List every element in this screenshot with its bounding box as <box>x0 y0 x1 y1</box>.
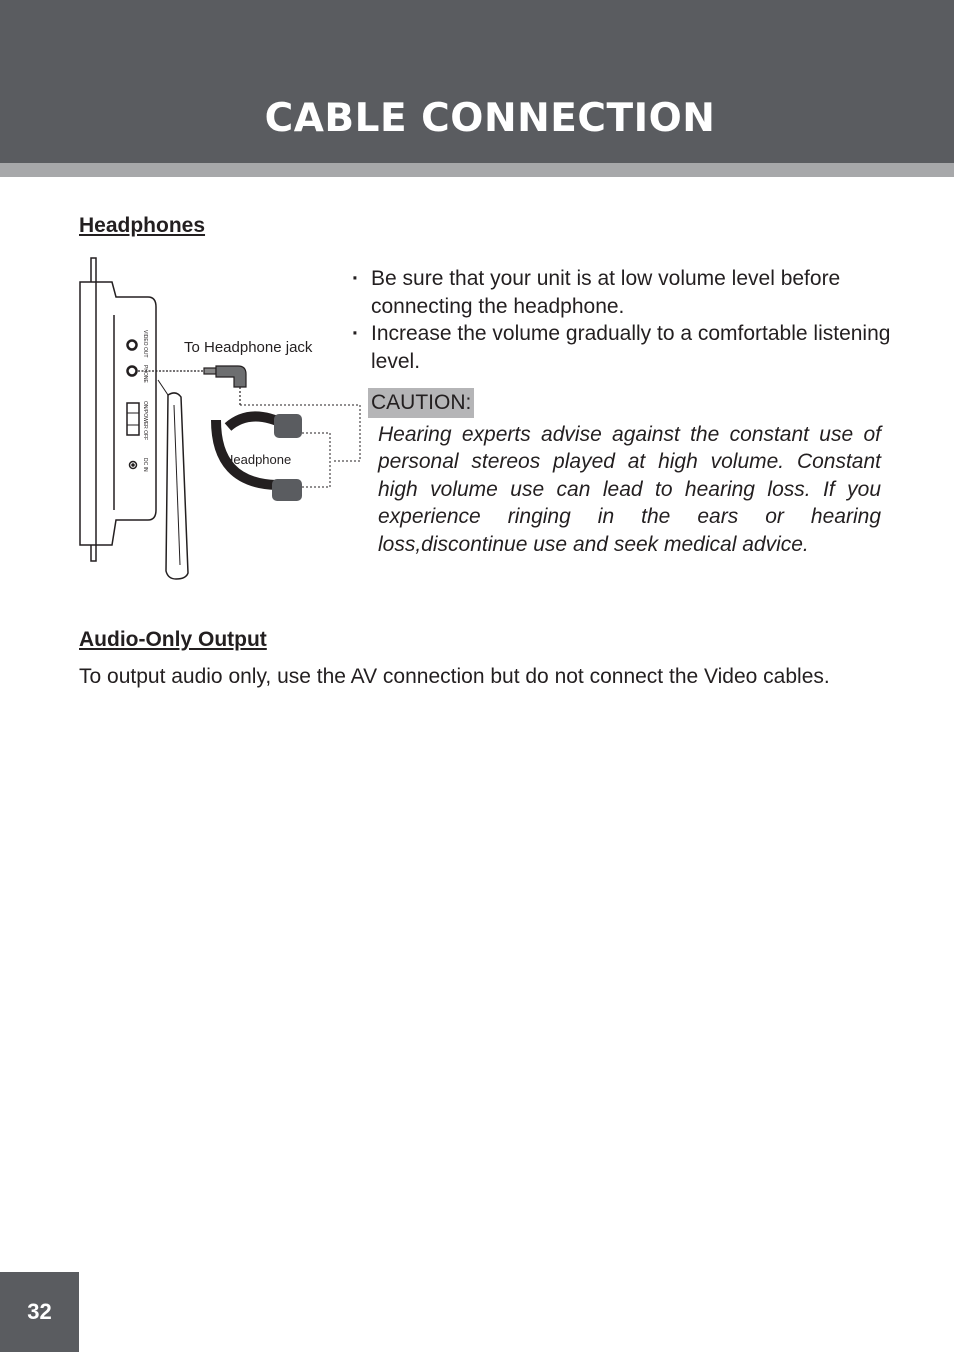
jack-label: To Headphone jack <box>184 339 313 356</box>
list-item: · Increase the volume gradually to a comfortable listening level. <box>352 320 892 375</box>
headphones-heading: Headphones <box>79 214 206 237</box>
audio-only-heading: Audio-Only Output <box>79 628 267 651</box>
headphone-connection-diagram <box>76 255 366 585</box>
page-number: 32 <box>27 1299 52 1324</box>
headphone-label: Headphone <box>224 452 292 467</box>
header-stripe <box>0 163 954 177</box>
list-item: · Be sure that your unit is at low volume level before connecting the headphone. <box>352 265 892 320</box>
power-label: ON/POWER OFF <box>142 401 148 441</box>
caution-label: CAUTION: <box>368 388 474 418</box>
audio-only-text: To output audio only, use the AV connection but do not connect the Video cables. <box>79 665 830 688</box>
headphone-tips-list <box>352 265 892 375</box>
video-out-label: VIDEO OUT <box>142 330 148 358</box>
page-number-box <box>0 1272 79 1352</box>
power-switch <box>127 403 139 435</box>
phone-label: PHONE <box>142 365 148 383</box>
page-title: CABLE CONNECTION <box>264 96 716 141</box>
caution-text: Hearing experts advise against the constant use of personal stereos played at high volume. Constant high volume use can lead to hearing loss. If you experience ringing in the ears or hearing loss,discontinue use and seek medical advice. <box>378 423 881 556</box>
dc-in-label: DC IN <box>142 458 148 472</box>
